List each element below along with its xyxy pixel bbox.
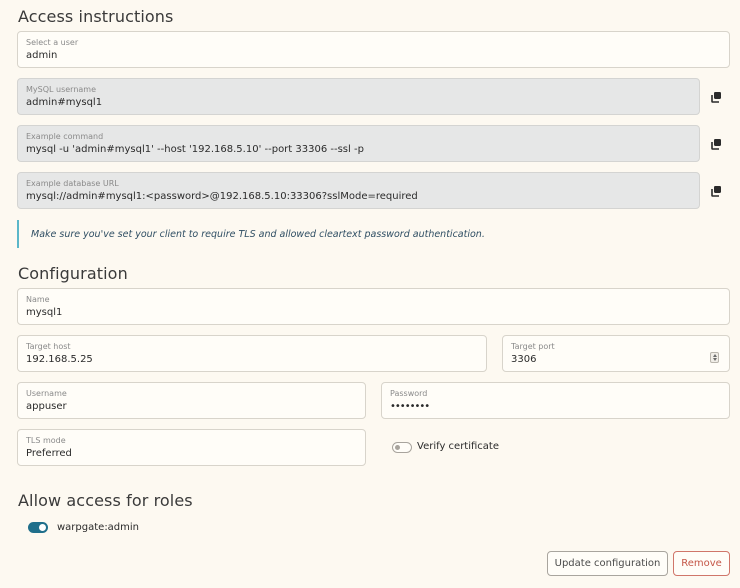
toggle-knob xyxy=(395,445,400,450)
target-host-label: Target host xyxy=(26,342,71,351)
name-label: Name xyxy=(26,295,50,304)
verify-certificate-toggle[interactable] xyxy=(392,442,412,453)
example-command-value: mysql -u 'admin#mysql1' --host '192.168.5.10' --port 33306 --ssl -p xyxy=(26,144,364,155)
name-value: mysql1 xyxy=(26,307,63,318)
database-url-value: mysql://admin#mysql1:<password>@192.168.5.10:33306?sslMode=required xyxy=(26,191,418,202)
copy-url-button[interactable] xyxy=(708,183,724,199)
port-stepper-icon[interactable] xyxy=(710,352,719,363)
role-toggle-warpgate-admin[interactable] xyxy=(28,522,48,533)
mysql-username-value: admin#mysql1 xyxy=(26,97,103,108)
username-label: Username xyxy=(26,389,67,398)
role-label-warpgate-admin: warpgate:admin xyxy=(57,522,140,533)
copy-icon xyxy=(708,89,724,105)
remove-button[interactable]: Remove xyxy=(673,551,730,576)
copy-command-button[interactable] xyxy=(708,136,724,152)
target-port-field[interactable] xyxy=(502,335,730,372)
example-command-field[interactable] xyxy=(17,125,700,162)
copy-username-button[interactable] xyxy=(708,89,724,105)
username-value: appuser xyxy=(26,401,67,412)
tls-mode-value: Preferred xyxy=(26,448,72,459)
database-url-field[interactable] xyxy=(17,172,700,209)
mysql-username-label: MySQL username xyxy=(26,85,97,94)
update-configuration-button[interactable]: Update configuration xyxy=(547,551,668,576)
copy-icon xyxy=(708,183,724,199)
tls-note: Make sure you've set your client to require TLS and allowed cleartext password authentication. xyxy=(17,220,730,248)
copy-icon xyxy=(708,136,724,152)
username-field[interactable] xyxy=(17,382,366,419)
verify-certificate-label: Verify certificate xyxy=(417,441,500,452)
toggle-knob xyxy=(39,524,46,531)
target-port-value: 3306 xyxy=(511,354,537,365)
user-select[interactable] xyxy=(17,31,730,68)
database-url-label: Example database URL xyxy=(26,179,119,188)
target-host-field[interactable] xyxy=(17,335,487,372)
configuration-title: Configuration xyxy=(18,264,128,283)
name-field[interactable] xyxy=(17,288,730,325)
target-port-label: Target port xyxy=(511,342,555,351)
access-instructions-title: Access instructions xyxy=(18,7,174,26)
password-label: Password xyxy=(390,389,428,398)
roles-title: Allow access for roles xyxy=(18,491,193,510)
tls-mode-label: TLS mode xyxy=(26,436,66,445)
mysql-username-field[interactable] xyxy=(17,78,700,115)
password-value: •••••••• xyxy=(390,401,430,412)
password-field[interactable] xyxy=(381,382,730,419)
user-select-label: Select a user xyxy=(26,38,79,47)
target-host-value: 192.168.5.25 xyxy=(26,354,93,365)
example-command-label: Example command xyxy=(26,132,104,141)
user-select-value: admin xyxy=(26,50,58,61)
tls-mode-select[interactable] xyxy=(17,429,366,466)
